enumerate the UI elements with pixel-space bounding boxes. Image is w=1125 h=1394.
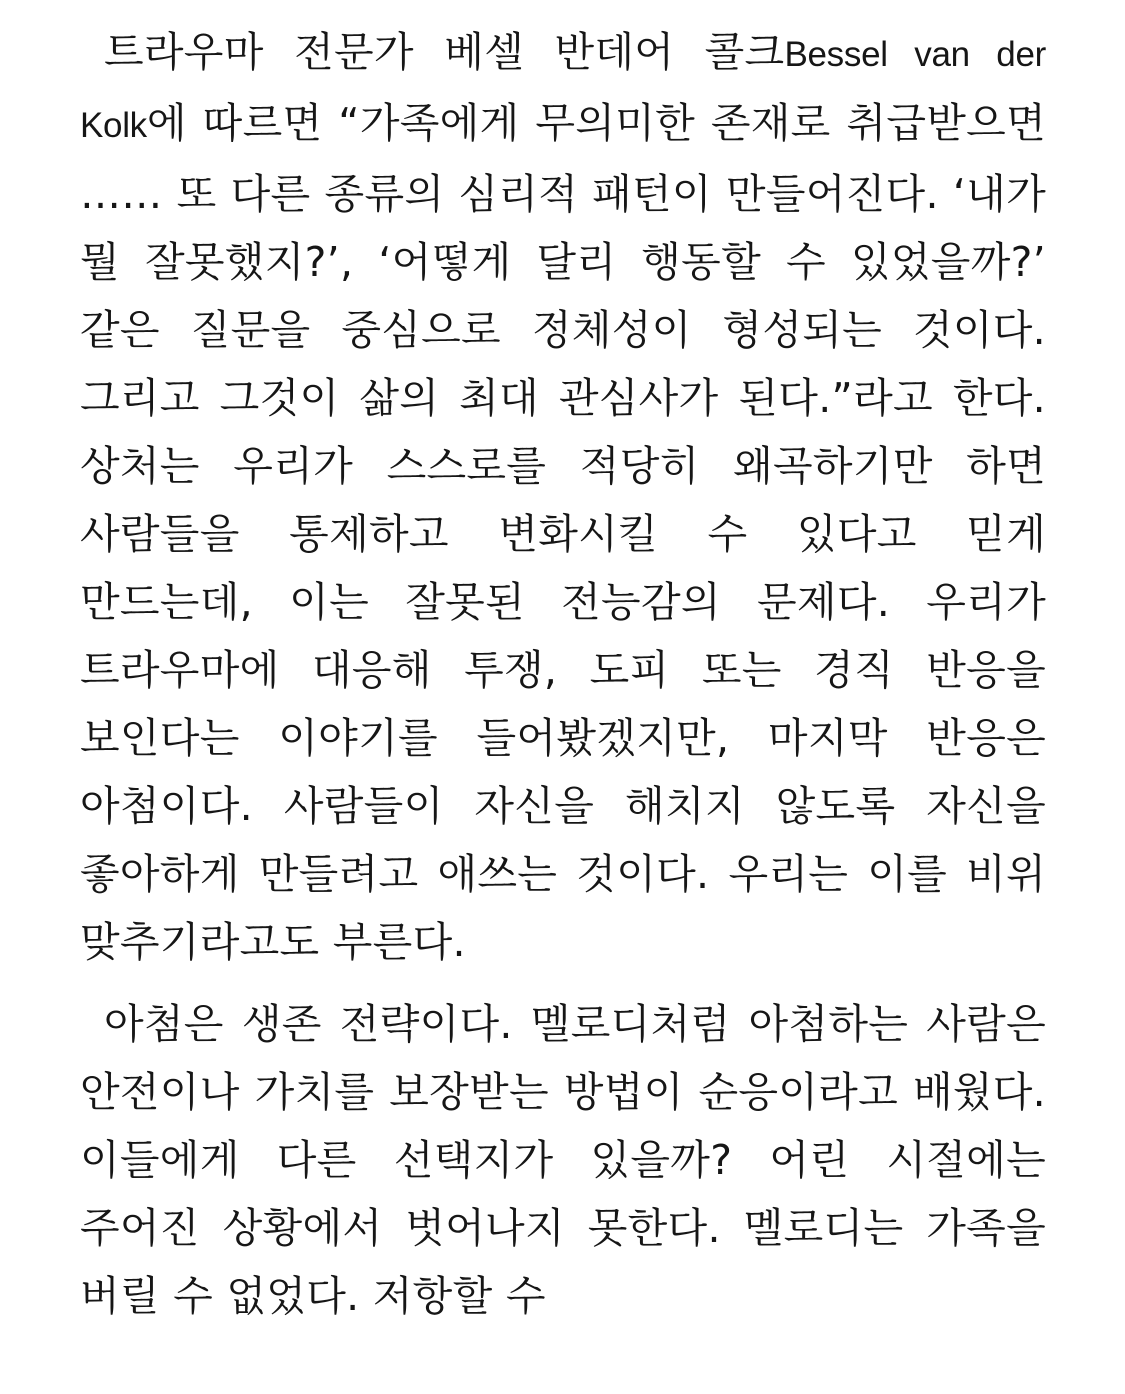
paragraph-2: 아첨은 생존 전략이다. 멜로디처럼 아첨하는 사람은 안전이나 가치를 보장받는 방법이 순응이라고 배웠다. 이들에게 다른 선택지가 있을까? 어린 시절에는 주어진 상황에서 벗어나지 못한다. 멜로디는 가족을 버릴 수 없었다. 저항할 수 [80, 1000, 1046, 1320]
author-name-latin: Bessel van der Kolk [80, 35, 1046, 145]
paragraph-1 [80, 18, 1046, 976]
paragraph-1-body-text: 에 따르면 “가족에게 무의미한 존재로 취급받으면 …… 또 다른 종류의 심리적 패턴이 만들어진다. ‘내가 뭘 잘못했지?’, ‘어떻게 달리 행동할 수 있었을까?’ 같은 질문을 중심으로 정체성이 형성되는 것이다. 그리고 그것이 삶의 최대 관심사가 된다.”라고 한다. 상처는 우리가 스스로를 적당히 왜곡하기만 하면 사람들을 통제하고 변화시킬 수 있다고 믿게 만드는데, 이는 잘못된 전능감의 문제다. 우리가 트라우마에 대응해 투쟁, 도피 또는 경직 반응을 보인다는 이야기를 들어봤겠지만, 마지막 반응은 아첨이다. 사람들이 자신을 해치지 않도록 자신을 좋아하게 만들려고 애쓰는 것이다. 우리는 이를 비위 맞추기라고도 부른다. [80, 99, 1046, 966]
paragraph-1-intro-text: 트라우마 전문가 베셀 반데어 콜크 [104, 28, 785, 76]
book-page [80, 18, 1046, 1330]
